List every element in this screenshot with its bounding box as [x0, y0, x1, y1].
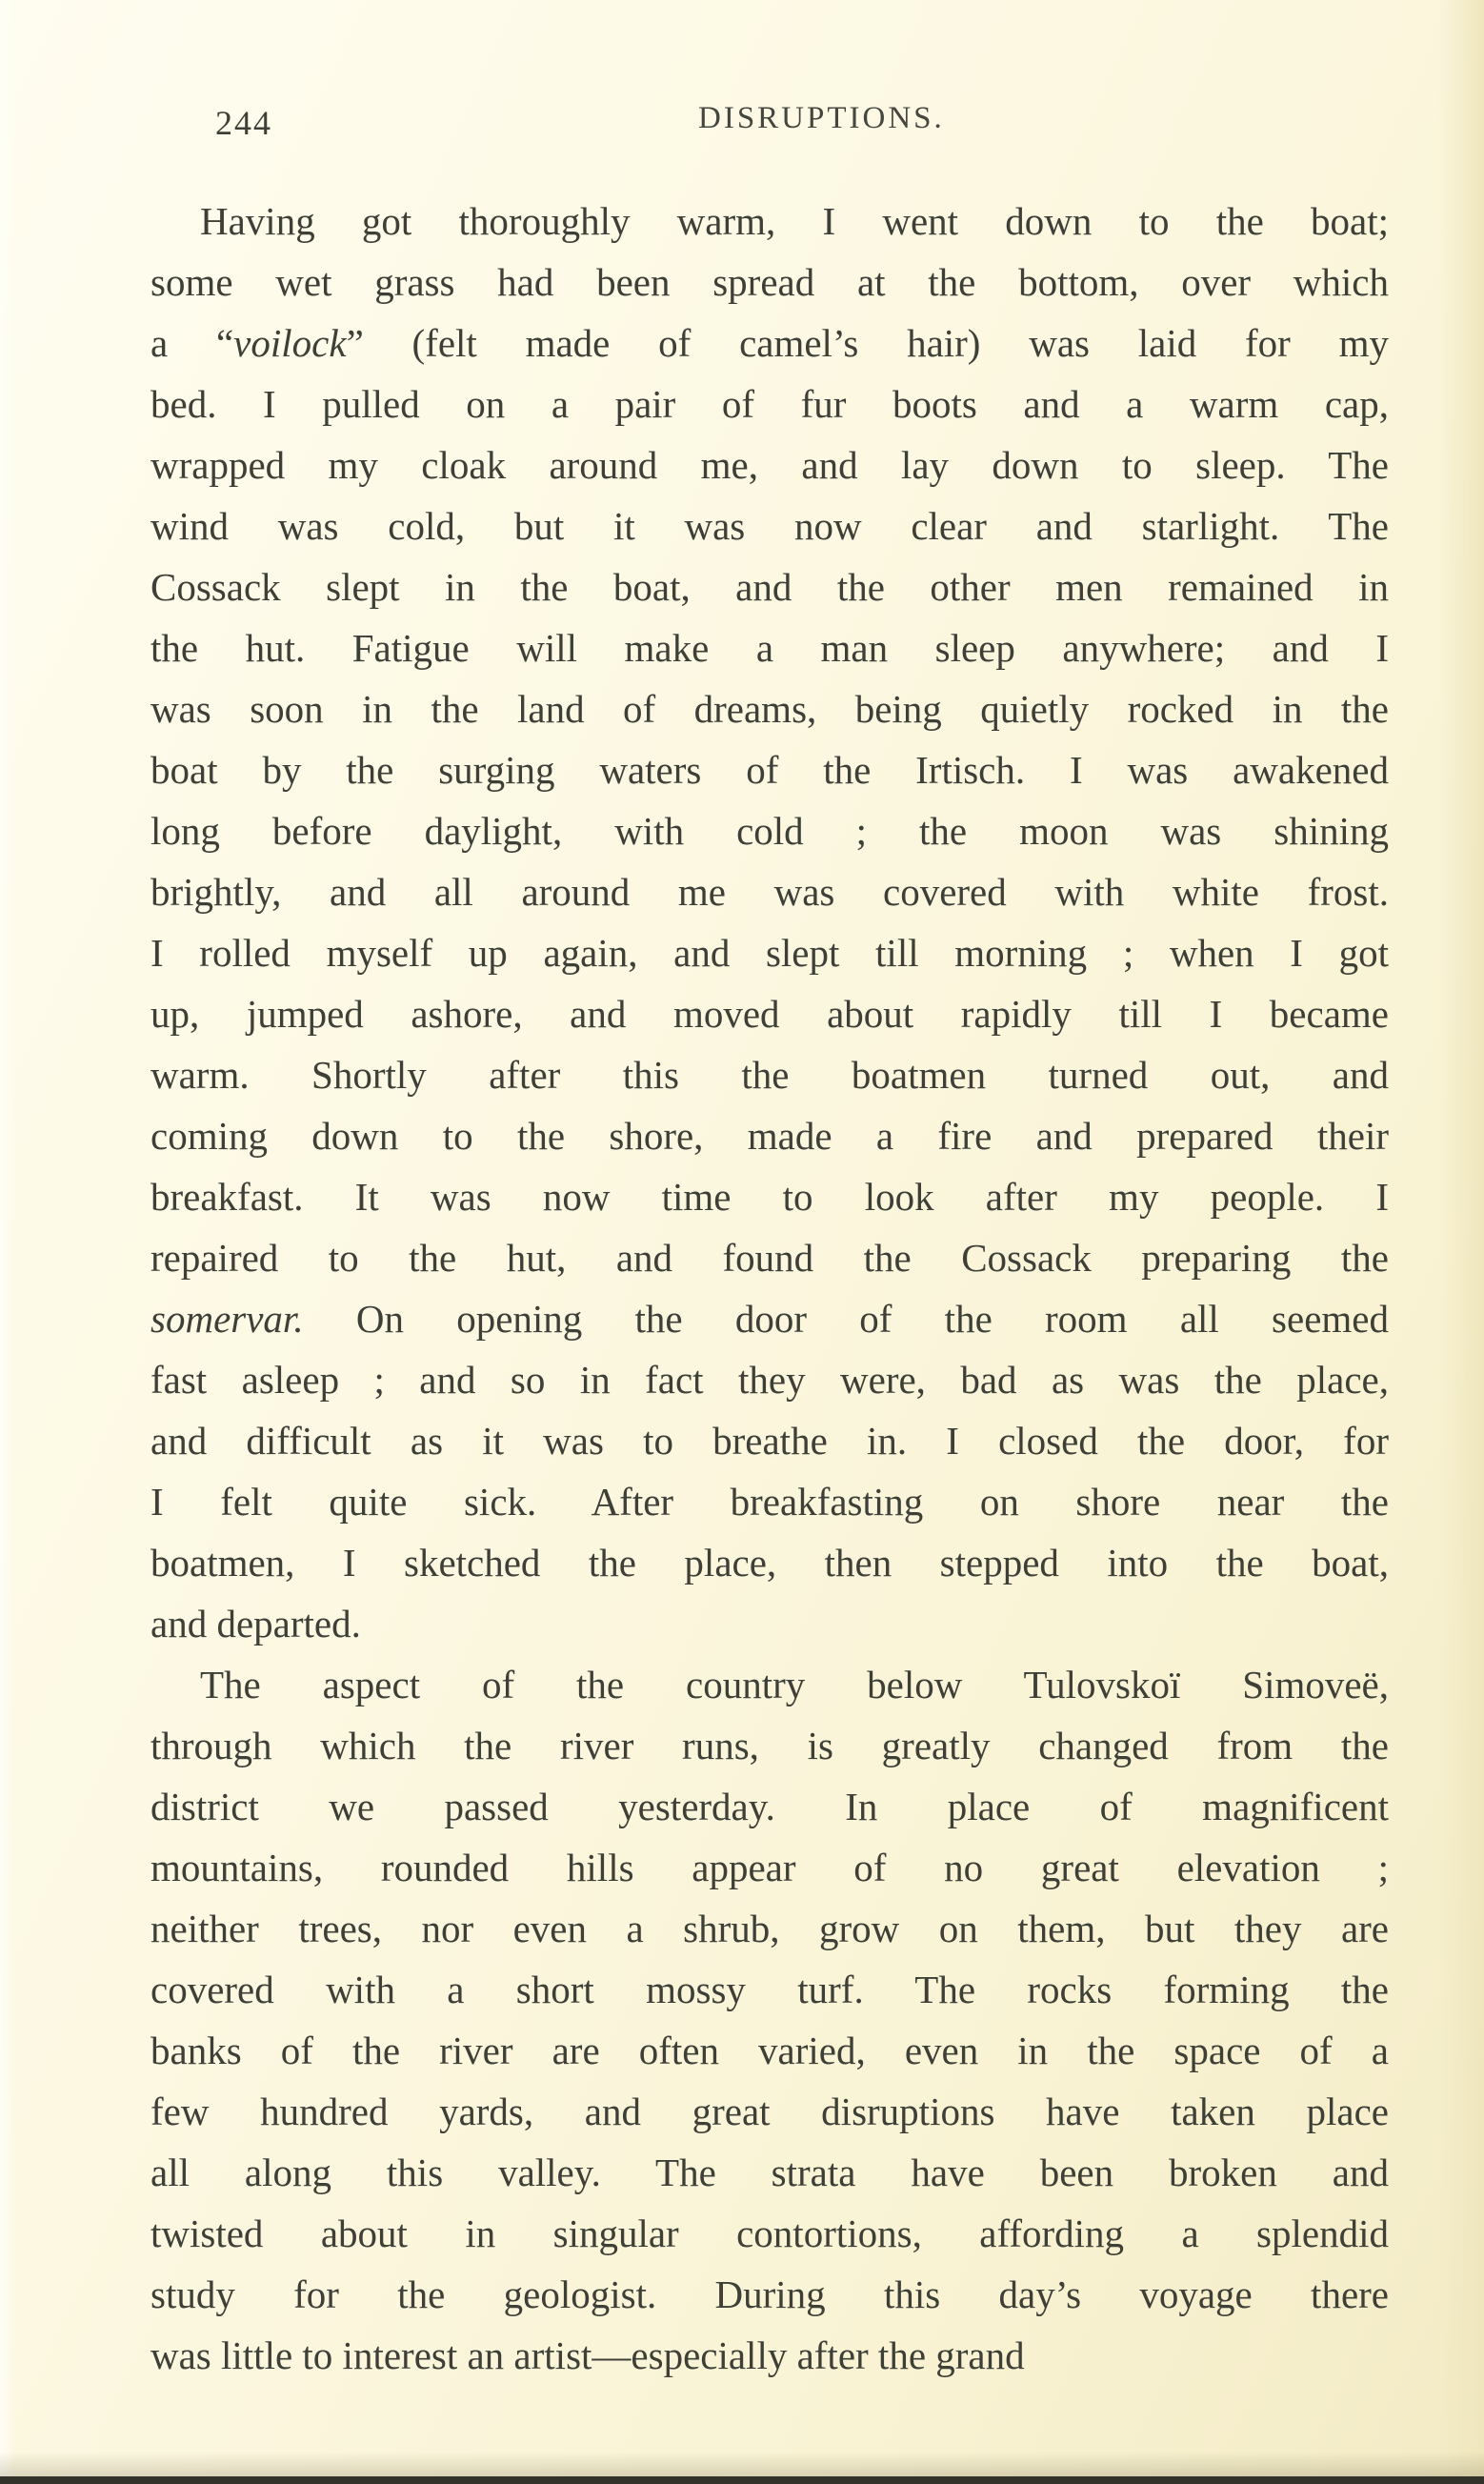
text-segment: covered with a short mossy turf. The rocks forming the: [150, 1968, 1389, 2011]
text-line: [150, 1166, 1389, 1227]
text-segment: bed. I pulled on a pair of fur boots and a warm cap,: [150, 382, 1389, 426]
text-segment: few hundred yards, and great disruptions have taken place: [150, 2090, 1389, 2133]
text-segment: through which the river runs, is greatly changed from the: [150, 1724, 1389, 1767]
text-line: [150, 2325, 1389, 2386]
text-line: [150, 556, 1389, 617]
running-header-title: DISRUPTIONS.: [698, 101, 945, 135]
text-line: [150, 1532, 1389, 1593]
text-line: [150, 1227, 1389, 1288]
text-line: [150, 313, 1389, 374]
text-line: [150, 1044, 1389, 1105]
text-segment: On opening the door of the room all seemed: [303, 1297, 1389, 1341]
text-line: [150, 800, 1389, 861]
text-segment: I rolled myself up again, and slept till morning ; when I got: [150, 931, 1389, 975]
text-segment: coming down to the shore, made a fire and prepared their: [150, 1114, 1389, 1158]
text-segment-italic: voilock: [233, 321, 347, 365]
text-segment: and difficult as it was to breathe in. I closed the door, for: [150, 1419, 1389, 1463]
text-line: [150, 1593, 1389, 1654]
text-line: [150, 678, 1389, 739]
text-line: [150, 1105, 1389, 1166]
text-line: [150, 495, 1389, 556]
text-segment: I felt quite sick. After breakfasting on shore near the: [150, 1480, 1389, 1524]
text-line: [150, 983, 1389, 1044]
text-segment: and departed.: [150, 1602, 361, 1646]
text-line: [150, 1959, 1389, 2020]
text-line: [150, 2203, 1389, 2264]
page-right-shadow: [1438, 0, 1484, 2484]
text-segment: study for the geologist. During this day’s voyage there: [150, 2272, 1389, 2316]
text-segment: boat by the surging waters of the Irtisch. I was awakened: [150, 748, 1389, 792]
text-segment: breakfast. It was now time to look after my people. I: [150, 1175, 1389, 1219]
text-segment: long before daylight, with cold ; the moon was shining: [150, 809, 1389, 853]
text-line: [150, 1349, 1389, 1410]
text-line: [150, 434, 1389, 495]
text-segment: up, jumped ashore, and moved about rapidly till I became: [150, 992, 1389, 1036]
text-segment: all along this valley. The strata have been broken and: [150, 2151, 1389, 2194]
paragraph: [150, 1654, 1389, 2386]
text-line: [150, 2020, 1389, 2081]
text-line: [150, 1288, 1389, 1349]
text-segment: mountains, rounded hills appear of no great elevation ;: [150, 1846, 1389, 1889]
text-line: [150, 1898, 1389, 1959]
text-segment: the hut. Fatigue will make a man sleep anywhere; and I: [150, 626, 1389, 670]
text-segment: a “: [150, 321, 234, 365]
text-line: [150, 1776, 1389, 1837]
text-segment: district we passed yesterday. In place of magnificent: [150, 1785, 1389, 1828]
text-segment: repaired to the hut, and found the Cossack preparing the: [150, 1236, 1389, 1280]
text-line: [150, 1410, 1389, 1471]
paragraph: [150, 191, 1389, 1654]
text-segment-italic: somervar.: [150, 1297, 304, 1341]
scan-bottom-bar: [0, 2476, 1484, 2484]
text-line: [150, 922, 1389, 983]
text-segment: brightly, and all around me was covered with white frost.: [150, 870, 1389, 914]
text-segment: was soon in the land of dreams, being quietly rocked in the: [150, 687, 1389, 731]
text-line: [150, 2142, 1389, 2203]
text-line: [150, 739, 1389, 800]
text-line: [150, 2081, 1389, 2142]
text-line: [150, 1837, 1389, 1898]
text-line: [150, 1654, 1389, 1715]
text-segment: wind was cold, but it was now clear and starlight. The: [150, 504, 1389, 548]
text-segment: neither trees, nor even a shrub, grow on them, but they are: [150, 1907, 1389, 1950]
text-segment: banks of the river are often varied, even in the space of a: [150, 2029, 1389, 2072]
text-segment: was little to interest an artist—especially after the grand: [150, 2333, 1025, 2377]
text-line: [150, 2264, 1389, 2325]
text-line: [150, 861, 1389, 922]
text-line: [150, 617, 1389, 678]
text-segment: fast asleep ; and so in fact they were, bad as was the place,: [150, 1358, 1389, 1402]
text-segment: warm. Shortly after this the boatmen turned out, and: [150, 1053, 1389, 1097]
page-text: [150, 191, 1389, 2386]
text-segment: ” (felt made of camel’s hair) was laid for my: [346, 321, 1389, 365]
page-bottom-shadow: [0, 2452, 1484, 2476]
page-number: 244: [215, 104, 272, 142]
text-segment: wrapped my cloak around me, and lay down to sleep. The: [150, 443, 1389, 487]
text-line: [150, 191, 1389, 252]
text-line: [150, 1715, 1389, 1776]
text-segment: twisted about in singular contortions, affording a splendid: [150, 2211, 1389, 2255]
text-segment: Having got thoroughly warm, I went down to the boat;: [200, 199, 1389, 243]
text-line: [150, 1471, 1389, 1532]
text-segment: some wet grass had been spread at the bottom, over which: [150, 260, 1389, 304]
text-segment: Cossack slept in the boat, and the other men remained in: [150, 565, 1389, 609]
text-segment: The aspect of the country below Tulovskoï Simoveë,: [200, 1663, 1389, 1706]
text-line: [150, 252, 1389, 313]
text-line: [150, 374, 1389, 434]
text-segment: boatmen, I sketched the place, then stepped into the boat,: [150, 1541, 1389, 1585]
page-left-edge: [0, 0, 15, 2484]
